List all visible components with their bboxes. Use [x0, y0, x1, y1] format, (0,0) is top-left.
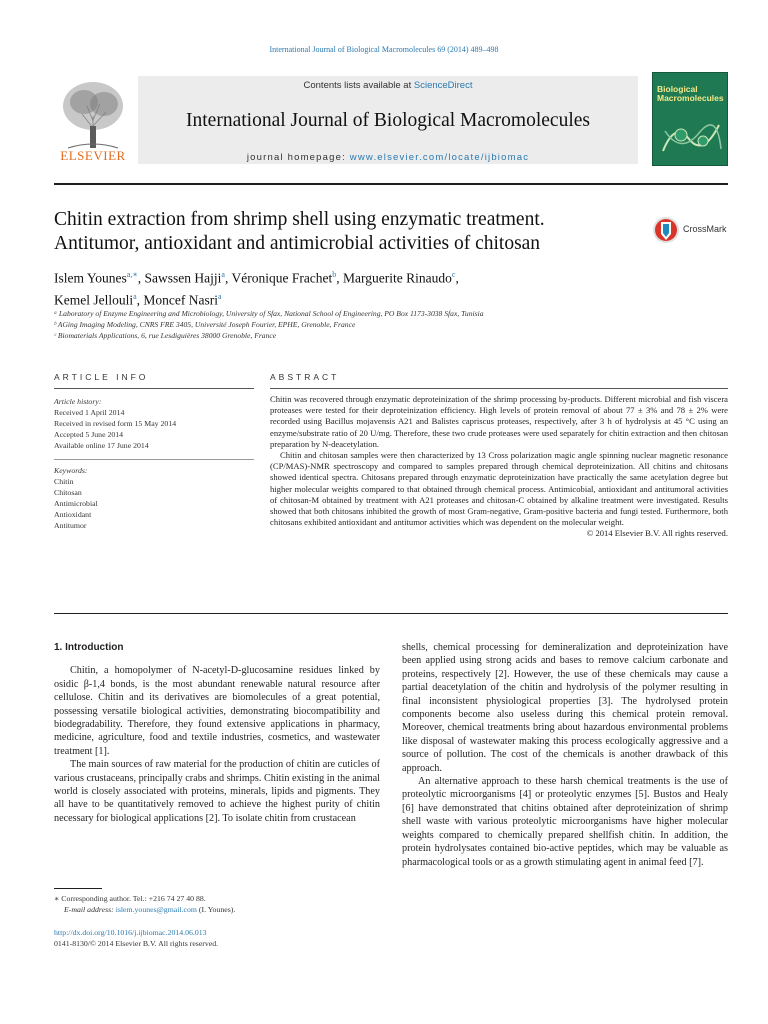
- crossmark-label[interactable]: CrossMark: [683, 224, 727, 234]
- paper-title: [54, 208, 634, 256]
- author-name: , Moncef Nasri: [136, 292, 219, 307]
- body-paragraph: The main sources of raw material for the production of chitin are cuticles of various crustaceans, principally crabs and shrimps. Chitin existing in the animal world is closely associated with proteins, minerals, lipids and pigments. They all have to be quantitatively removed to achieve the highest purity of chitin necessary for biological applications [2]. To isolate chitin from crustacean: [54, 759, 380, 824]
- history-received: Received 1 April 2014: [54, 408, 125, 417]
- contents-prefix: Contents lists available at: [303, 80, 414, 91]
- keywords-block: [54, 465, 254, 531]
- contents-line: [138, 80, 638, 91]
- email-link[interactable]: islem.younes@gmail.com: [115, 905, 197, 914]
- body-column-right: [402, 641, 728, 869]
- author-list: [54, 266, 654, 309]
- history-revised: Received in revised form 15 May 2014: [54, 419, 177, 428]
- doi-block: [54, 927, 380, 949]
- cover-title-line1: Biological: [657, 84, 698, 94]
- abstract-body: [270, 394, 728, 540]
- journal-cover[interactable]: [652, 72, 728, 166]
- author-affil-mark[interactable]: a: [221, 270, 225, 279]
- author-name: , Véronique Frachet: [224, 270, 333, 286]
- author-name: , Sawssen Hajji: [137, 270, 222, 286]
- body-paragraph: Chitin, a homopolymer of N-acetyl-D-glucosamine residues linked by osidic β-1,4 bonds, is the most abundant renewable natural resource after cellulose. Chitin and its derivatives are biomolecules of a great potential, possessing versatile biological activities, demonstrating biocompatibility and biodegradability. Therefore, they found extensive applications in pharmacy, medicine, agriculture, food and textile industries, cosmetics, and wastewater treatment [1].: [54, 665, 380, 757]
- author-name: Islem Younes: [54, 270, 127, 286]
- affiliation-a: ᵃ Laboratory of Enzyme Engineering and Microbiology, University of Sfax, National School of Engineering, PO Box 1173-3038 Sfax, Tunisia: [54, 309, 484, 318]
- cover-molecule-art: [659, 111, 723, 161]
- abstract-bottom-rule: [54, 613, 728, 614]
- keyword: Antioxidant: [54, 510, 92, 519]
- history-label: Article history:: [54, 397, 102, 406]
- keyword: Antimicrobial: [54, 499, 98, 508]
- masthead: [54, 72, 728, 166]
- homepage-line: [138, 152, 638, 163]
- email-label: E-mail address:: [64, 905, 116, 914]
- abstract-heading: ABSTRACT: [270, 372, 340, 382]
- article-history: [54, 396, 254, 451]
- author-name: , Marguerite Rinaudo: [336, 270, 452, 286]
- email-line: [54, 904, 380, 915]
- author-affil-mark[interactable]: a: [133, 291, 137, 301]
- sciencedirect-link[interactable]: ScienceDirect: [413, 80, 473, 91]
- article-info-rule: [54, 388, 254, 389]
- journal-reference[interactable]: International Journal of Biological Macromolecules 69 (2014) 489–498: [269, 45, 499, 54]
- keyword: Antitumor: [54, 521, 87, 530]
- author-affil-mark[interactable]: a,∗: [126, 270, 138, 279]
- body-paragraph: An alternative approach to these harsh chemical treatments is the use of proteolytic microorganisms [4] or proteolytic enzymes [5]. Bustos and Healy [6] have demonstrated that chitins obtained after deproteinization of shrimp shell waste with various proteolytic microorganisms have higher molecular weights compared to chemically prepared shellfish chitin. In addition, the protein hydrolysates contained bio-active peptides, which may be valuable as pharmacological tools or as a growth stimulating agent in animal feed [7].: [402, 776, 728, 868]
- issn-line: 0141-8130/© 2014 Elsevier B.V. All rights reserved.: [54, 939, 219, 948]
- abstract-paragraph: Chitin was recovered through enzymatic deproteinization of the shrimp processing by-products. Different microbial and fish viscera proteases were tested for their deproteinization efficiency. High levels of protein removal of about 77 ± 3% and 78 ± 2% were recorded using Bacillus mojavensis A21 and Balistes capriscus proteases, respectively, after 3 h of hydrolysis at 45 °C using an enzyme/substrate ratio of 20 U/mg. Therefore, these two crude proteases were used separately for chitin extraction and then chitosan preparation by N-deacetylation.: [270, 394, 728, 449]
- corresponding-author: ∗ Corresponding author. Tel.: +216 74 27 40 88.: [54, 894, 206, 903]
- affiliation-c: ᶜ Biomaterials Applications, 6, rue Lesdiguières 38000 Grenoble, France: [54, 331, 277, 340]
- body-column-left: [54, 641, 380, 825]
- masthead-box: [138, 76, 638, 164]
- homepage-prefix: journal homepage:: [246, 152, 350, 163]
- keywords-label: Keywords:: [54, 466, 88, 475]
- article-info-heading: ARTICLE INFO: [54, 372, 149, 382]
- history-accepted: Accepted 5 June 2014: [54, 430, 124, 439]
- author-affil-mark[interactable]: a: [218, 291, 222, 301]
- header-rule: [54, 183, 728, 185]
- author-name: Kemel Jellouli: [54, 292, 134, 307]
- homepage-link[interactable]: www.elsevier.com/locate/ijbiomac: [349, 152, 530, 163]
- footnote-rule: [54, 888, 102, 889]
- author-separator: ,: [455, 270, 459, 286]
- publisher-name: ELSEVIER: [60, 148, 126, 163]
- keyword: Chitin: [54, 477, 74, 486]
- doi-link[interactable]: http://dx.doi.org/10.1016/j.ijbiomac.2014.06.013: [54, 928, 207, 937]
- title-line-1: Chitin extraction from shrimp shell using enzymatic treatment.: [54, 209, 545, 230]
- author-affil-mark[interactable]: c: [451, 270, 456, 279]
- keyword: Chitosan: [54, 488, 82, 497]
- author-affil-mark[interactable]: b: [332, 270, 337, 279]
- affiliations: [54, 308, 728, 341]
- body-paragraph: shells, chemical processing for demineralization and deproteinization have been applied using strong acids and bases to remove calcium carbonate and proteins, respectively [2]. However, the use of these chemicals may cause a partial deacetylation of the chitin and hydrolysis of the polymer resulting in final inconsistent physiological properties [3]. The hydrolysed protein components become also useless during this chemical protein removal. Moreover, chemical treatments bring about hazardous environmental problems like disposal of wastewater making this process ecologically aggressive and a source of pollution. The cost of the chemicals is another drawback of this approach.: [402, 642, 728, 774]
- history-online: Available online 17 June 2014: [54, 441, 149, 450]
- abstract-copyright: © 2014 Elsevier B.V. All rights reserved.: [586, 528, 728, 539]
- abstract-rule: [270, 388, 728, 389]
- journal-title: International Journal of Biological Macromolecules: [186, 110, 590, 131]
- email-suffix: (I. Younes).: [196, 905, 236, 914]
- title-line-2: Antitumor, antioxidant and antimicrobial activities of chitosan: [54, 233, 541, 254]
- cover-title-line2: Macromolecules: [657, 93, 724, 103]
- abstract-paragraph: Chitin and chitosan samples were then characterized by 13 Cross polarization magic angle spinning nuclear magnetic resonance (CP/MAS)-NMR spectroscopy and compared to samples prepared through chemical deproteinization. All chitins and chitosans showed identical spectra. Chitosans prepared through enzymatic deproteinization have practically the same acetylation degree but higher molecular weights compared to that obtained through chemical process. Antimicobial, antioxidant and antitumoral activities of chitosan-M obtained by treatment with A21 proteases and chitosan-C obtained by alkaline treatment were investigated. Results showed that both chitosans inhibited the growth of most Gram-negative, Gram-positive bacteria and fungi tested. Furthermore, both chitosans exhibited antioxidant and antitumor activities which was dependent on the molecular weight.: [270, 450, 728, 528]
- affiliation-b: ᵇ AGing Imaging Modeling, CNRS FRE 3405, Université Joseph Fourier, EPHE, Grenoble, France: [54, 320, 356, 329]
- keywords-rule: [54, 459, 254, 460]
- cover-title: [657, 85, 727, 103]
- section-heading-introduction: 1. Introduction: [54, 642, 124, 653]
- footnote: [54, 893, 380, 915]
